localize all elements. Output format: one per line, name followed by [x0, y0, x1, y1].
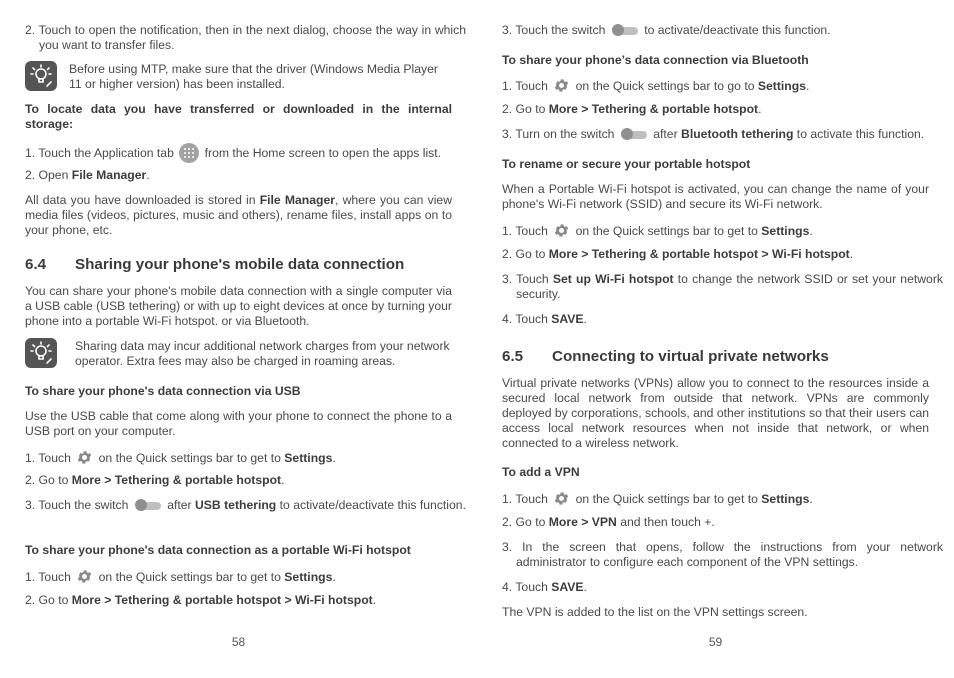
- usb-heading: To share your phone's data connection via USB: [25, 384, 301, 398]
- bluetooth-heading: To share your phone’s data connection via Bluetooth: [502, 53, 809, 67]
- vpn-step-4: 4. Touch SAVE.: [502, 580, 587, 594]
- vpn-heading: To add a VPN: [502, 465, 580, 479]
- page-59: [502, 0, 943, 678]
- tip-lightbulb-icon: [25, 61, 57, 91]
- rename-heading: To rename or secure your portable hotspot: [502, 157, 751, 171]
- locate-heading: To locate data you have transferred or downloaded in the internal storage:: [25, 102, 452, 131]
- bluetooth-step-3: 3. Turn on the switch after Bluetooth tethering to activate this function.: [502, 127, 925, 141]
- app-drawer-icon: [179, 143, 199, 163]
- vpn-step-3: 3. In the screen that opens, follow the instructions from your network administrator to configure each component of the VPN settings.: [502, 540, 943, 569]
- tip-lightbulb-icon: [25, 338, 57, 368]
- vpn-step-1: 1. Touch on the Quick settings bar to get to Settings.: [502, 492, 813, 506]
- rename-step-4: 4. Touch SAVE.: [502, 312, 587, 326]
- share-intro: You can share your phone's mobile data connection with a single computer via a USB cable (USB tethering) or with up to eight devices at once by turning your phone into a portable Wi-Fi hotspot. or via Bluetooth.: [25, 284, 452, 328]
- switch-step-3: 3. Touch the switch to activate/deactivate this function.: [502, 23, 831, 37]
- stored-paragraph: All data you have downloaded is stored in File Manager, where you can view media files (videos, pictures, music and others), rename files, install apps on to your phone, etc.: [25, 193, 452, 237]
- page-number: 59: [708, 635, 723, 649]
- usb-step-2: 2. Go to More > Tethering & portable hotspot.: [25, 473, 285, 487]
- gear-icon: [76, 568, 93, 585]
- page-58: [25, 0, 466, 678]
- rename-intro: When a Portable Wi-Fi hotspot is activated, you can change the name of your phone's Wi-Fi network (SSID) and secure its Wi-Fi network.: [502, 182, 929, 211]
- gear-icon: [76, 449, 93, 466]
- section-heading-6-4: 6.4 Sharing your phone's mobile data connection: [25, 256, 405, 273]
- rename-step-3: 3. Touch Set up Wi-Fi hotspot to change the network SSID or set your network security.: [502, 272, 943, 301]
- transfer-step-2: 2. Touch to open the notification, then in the next dialog, choose the way in which you want to transfer files.: [25, 23, 466, 52]
- toggle-switch-icon: [621, 128, 647, 140]
- page-number: 58: [231, 635, 246, 649]
- wifi-step-1: 1. Touch on the Quick settings bar to get to Settings.: [25, 570, 336, 584]
- toggle-switch-icon: [612, 24, 638, 36]
- gear-icon: [553, 77, 570, 94]
- vpn-done: The VPN is added to the list on the VPN settings screen.: [502, 605, 808, 619]
- toggle-switch-icon: [135, 499, 161, 511]
- wifi-heading: To share your phone's data connection as a portable Wi-Fi hotspot: [25, 543, 411, 557]
- bluetooth-step-2: 2. Go to More > Tethering & portable hotspot.: [502, 102, 762, 116]
- usb-step-1: 1. Touch on the Quick settings bar to get to Settings.: [25, 451, 336, 465]
- gear-icon: [553, 222, 570, 239]
- vpn-step-2: 2. Go to More > VPN and then touch +.: [502, 515, 715, 529]
- vpn-intro: Virtual private networks (VPNs) allow you to connect to the resources inside a secured local network from outside that network. VPNs are commonly deployed by corporations, schools, and other institutions so that their users can access local network resources when not inside that network, or when connected to a wireless network.: [502, 376, 929, 450]
- rename-step-1: 1. Touch on the Quick settings bar to get to Settings.: [502, 224, 813, 238]
- locate-step-1: 1. Touch the Application tab from the Home screen to open the apps list.: [25, 143, 452, 163]
- section-heading-6-5: 6.5 Connecting to virtual private networks: [502, 348, 829, 365]
- note-charges: Sharing data may incur additional network charges from your network operator. Extra fees may also be charged in roaming areas.: [75, 339, 450, 368]
- rename-step-2: 2. Go to More > Tethering & portable hotspot > Wi-Fi hotspot.: [502, 247, 854, 261]
- wifi-step-2: 2. Go to More > Tethering & portable hotspot > Wi-Fi hotspot.: [25, 593, 377, 607]
- usb-intro: Use the USB cable that come along with your phone to connect the phone to a USB port on your computer.: [25, 409, 452, 438]
- note-mtp: Before using MTP, make sure that the driver (Windows Media Player 11 or higher version) has been installed.: [69, 62, 438, 91]
- locate-step-2: 2. Open File Manager.: [25, 168, 150, 182]
- bluetooth-step-1: 1. Touch on the Quick settings bar to go to Settings.: [502, 79, 810, 93]
- gear-icon: [553, 490, 570, 507]
- usb-step-3: 3. Touch the switch after USB tethering to activate/deactivate this function.: [25, 498, 466, 512]
